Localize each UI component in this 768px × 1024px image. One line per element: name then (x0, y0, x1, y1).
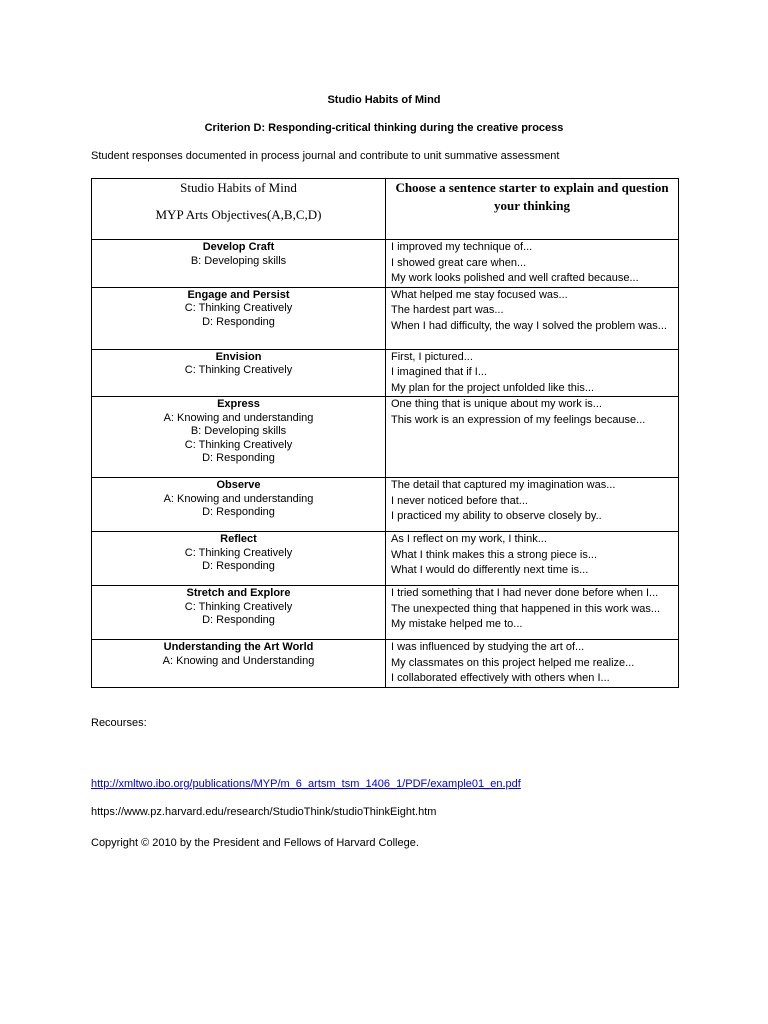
habit-objective: A: Knowing and Understanding (162, 654, 315, 667)
document-subtitle: Criterion D: Responding-critical thinking during the creative process (204, 122, 564, 134)
habit-name: Engage and Persist (187, 288, 290, 301)
recourses-label: Recourses: (91, 717, 147, 729)
habit-name: Understanding the Art World (163, 641, 314, 653)
habit-objective: D: Responding (202, 452, 275, 464)
habit-name: Observe (216, 479, 261, 491)
habit-objective: B: Developing skills (190, 254, 287, 267)
header-sentence-starters: Choose a sentence starter to explain and question your thinking (386, 179, 679, 240)
sentence-starter-cell (386, 478, 679, 532)
habit-objective: D: Responding (202, 560, 275, 572)
habit-objective: B: Developing skills (190, 425, 287, 437)
sentence-starter: I collaborated effectively with others when I... (391, 672, 610, 684)
habit-name: Develop Craft (202, 241, 275, 253)
habit-cell (92, 478, 386, 532)
habit-objective: C: Thinking Creatively (184, 438, 293, 451)
header-habits-objectives (92, 179, 386, 240)
habit-name: Envision (215, 350, 262, 363)
sentence-starter-cell (386, 287, 679, 349)
habit-cell (92, 640, 386, 688)
sentence-starter: I never noticed before that... (391, 494, 528, 507)
sentence-starter: I practiced my ability to observe closely by.. (391, 510, 602, 522)
habit-cell (92, 240, 386, 288)
sentence-starter: What I think makes this a strong piece is... (391, 548, 598, 561)
sentence-starter: What I would do differently next time is... (391, 564, 589, 576)
sentence-starter: I improved my technique of... (391, 241, 533, 253)
sentence-starter-cell (386, 349, 679, 397)
sentence-starter: The unexpected thing that happened in this work was... (391, 602, 661, 615)
habit-name: Reflect (220, 533, 257, 545)
habit-name: Stretch and Explore (186, 587, 291, 599)
habit-objective: D: Responding (202, 506, 275, 518)
sentence-starter: The hardest part was... (391, 304, 504, 316)
table-row (92, 397, 679, 478)
habit-cell (92, 532, 386, 586)
habit-objective: C: Thinking Creatively (184, 546, 293, 559)
sentence-starter: My classmates on this project helped me realize... (391, 656, 635, 669)
sentence-starter-cell (386, 586, 679, 640)
habits-table (91, 178, 679, 688)
habit-objective: C: Thinking Creatively (184, 302, 293, 314)
sentence-starter: One thing that is unique about my work is... (391, 398, 602, 410)
sentence-starter: The detail that captured my imagination was... (391, 479, 616, 491)
sentence-starter-cell (386, 532, 679, 586)
sentence-starter: I was influenced by studying the art of... (391, 641, 585, 653)
habit-cell (92, 287, 386, 349)
sentence-starter: My mistake helped me to... (391, 618, 523, 630)
header-habits-label: Studio Habits of Mind (180, 180, 297, 195)
sentence-starter-cell (386, 397, 679, 478)
habit-objective: C: Thinking Creatively (184, 600, 293, 613)
table-row (92, 478, 679, 532)
sentence-starter: I tried something that I had never done before when I... (391, 587, 659, 599)
harvard-resource-link: https://www.pz.harvard.edu/research/StudioThink/studioThinkEight.htm (91, 806, 437, 818)
sentence-starter: This work is an expression of my feelings because... (391, 413, 646, 426)
habit-objective: D: Responding (202, 614, 275, 626)
habit-objective: A: Knowing and understanding (163, 492, 314, 505)
table-row (92, 287, 679, 349)
habit-objective: D: Responding (202, 315, 275, 328)
ibo-resource-link[interactable]: http://xmltwo.ibo.org/publications/MYP/m_6_artsm_tsm_1406_1/PDF/example01_en.pdf (91, 778, 521, 790)
sentence-starter: I imagined that if I... (391, 366, 487, 378)
table-row (92, 586, 679, 640)
sentence-starter-cell (386, 640, 679, 688)
table-row (92, 640, 679, 688)
habit-cell (92, 586, 386, 640)
sentence-starter: As I reflect on my work, I think... (391, 533, 547, 545)
copyright-notice: Copyright © 2010 by the President and Fellows of Harvard College. (91, 837, 419, 849)
sentence-starter: First, I pictured... (391, 350, 473, 363)
intro-text: Student responses documented in process journal and contribute to unit summative assessment (91, 150, 560, 162)
habit-cell (92, 397, 386, 478)
header-objectives-label: MYP Arts Objectives(A,B,C,D) (155, 207, 322, 222)
table-header-row (92, 179, 679, 240)
sentence-starter-cell (386, 240, 679, 288)
sentence-starter: When I had difficulty, the way I solved the problem was... (391, 319, 667, 332)
habit-objective: A: Knowing and understanding (163, 411, 314, 424)
table-body (92, 240, 679, 688)
habit-name: Express (217, 398, 260, 410)
table-row (92, 532, 679, 586)
sentence-starter: My work looks polished and well crafted because... (391, 272, 639, 284)
table-row (92, 349, 679, 397)
sentence-starter: I showed great care when... (391, 256, 527, 269)
table-row (92, 240, 679, 288)
habit-cell (92, 349, 386, 397)
document-title: Studio Habits of Mind (327, 94, 441, 106)
sentence-starter: My plan for the project unfolded like this... (391, 381, 594, 394)
habit-objective: C: Thinking Creatively (184, 364, 293, 376)
sentence-starter: What helped me stay focused was... (391, 288, 568, 301)
